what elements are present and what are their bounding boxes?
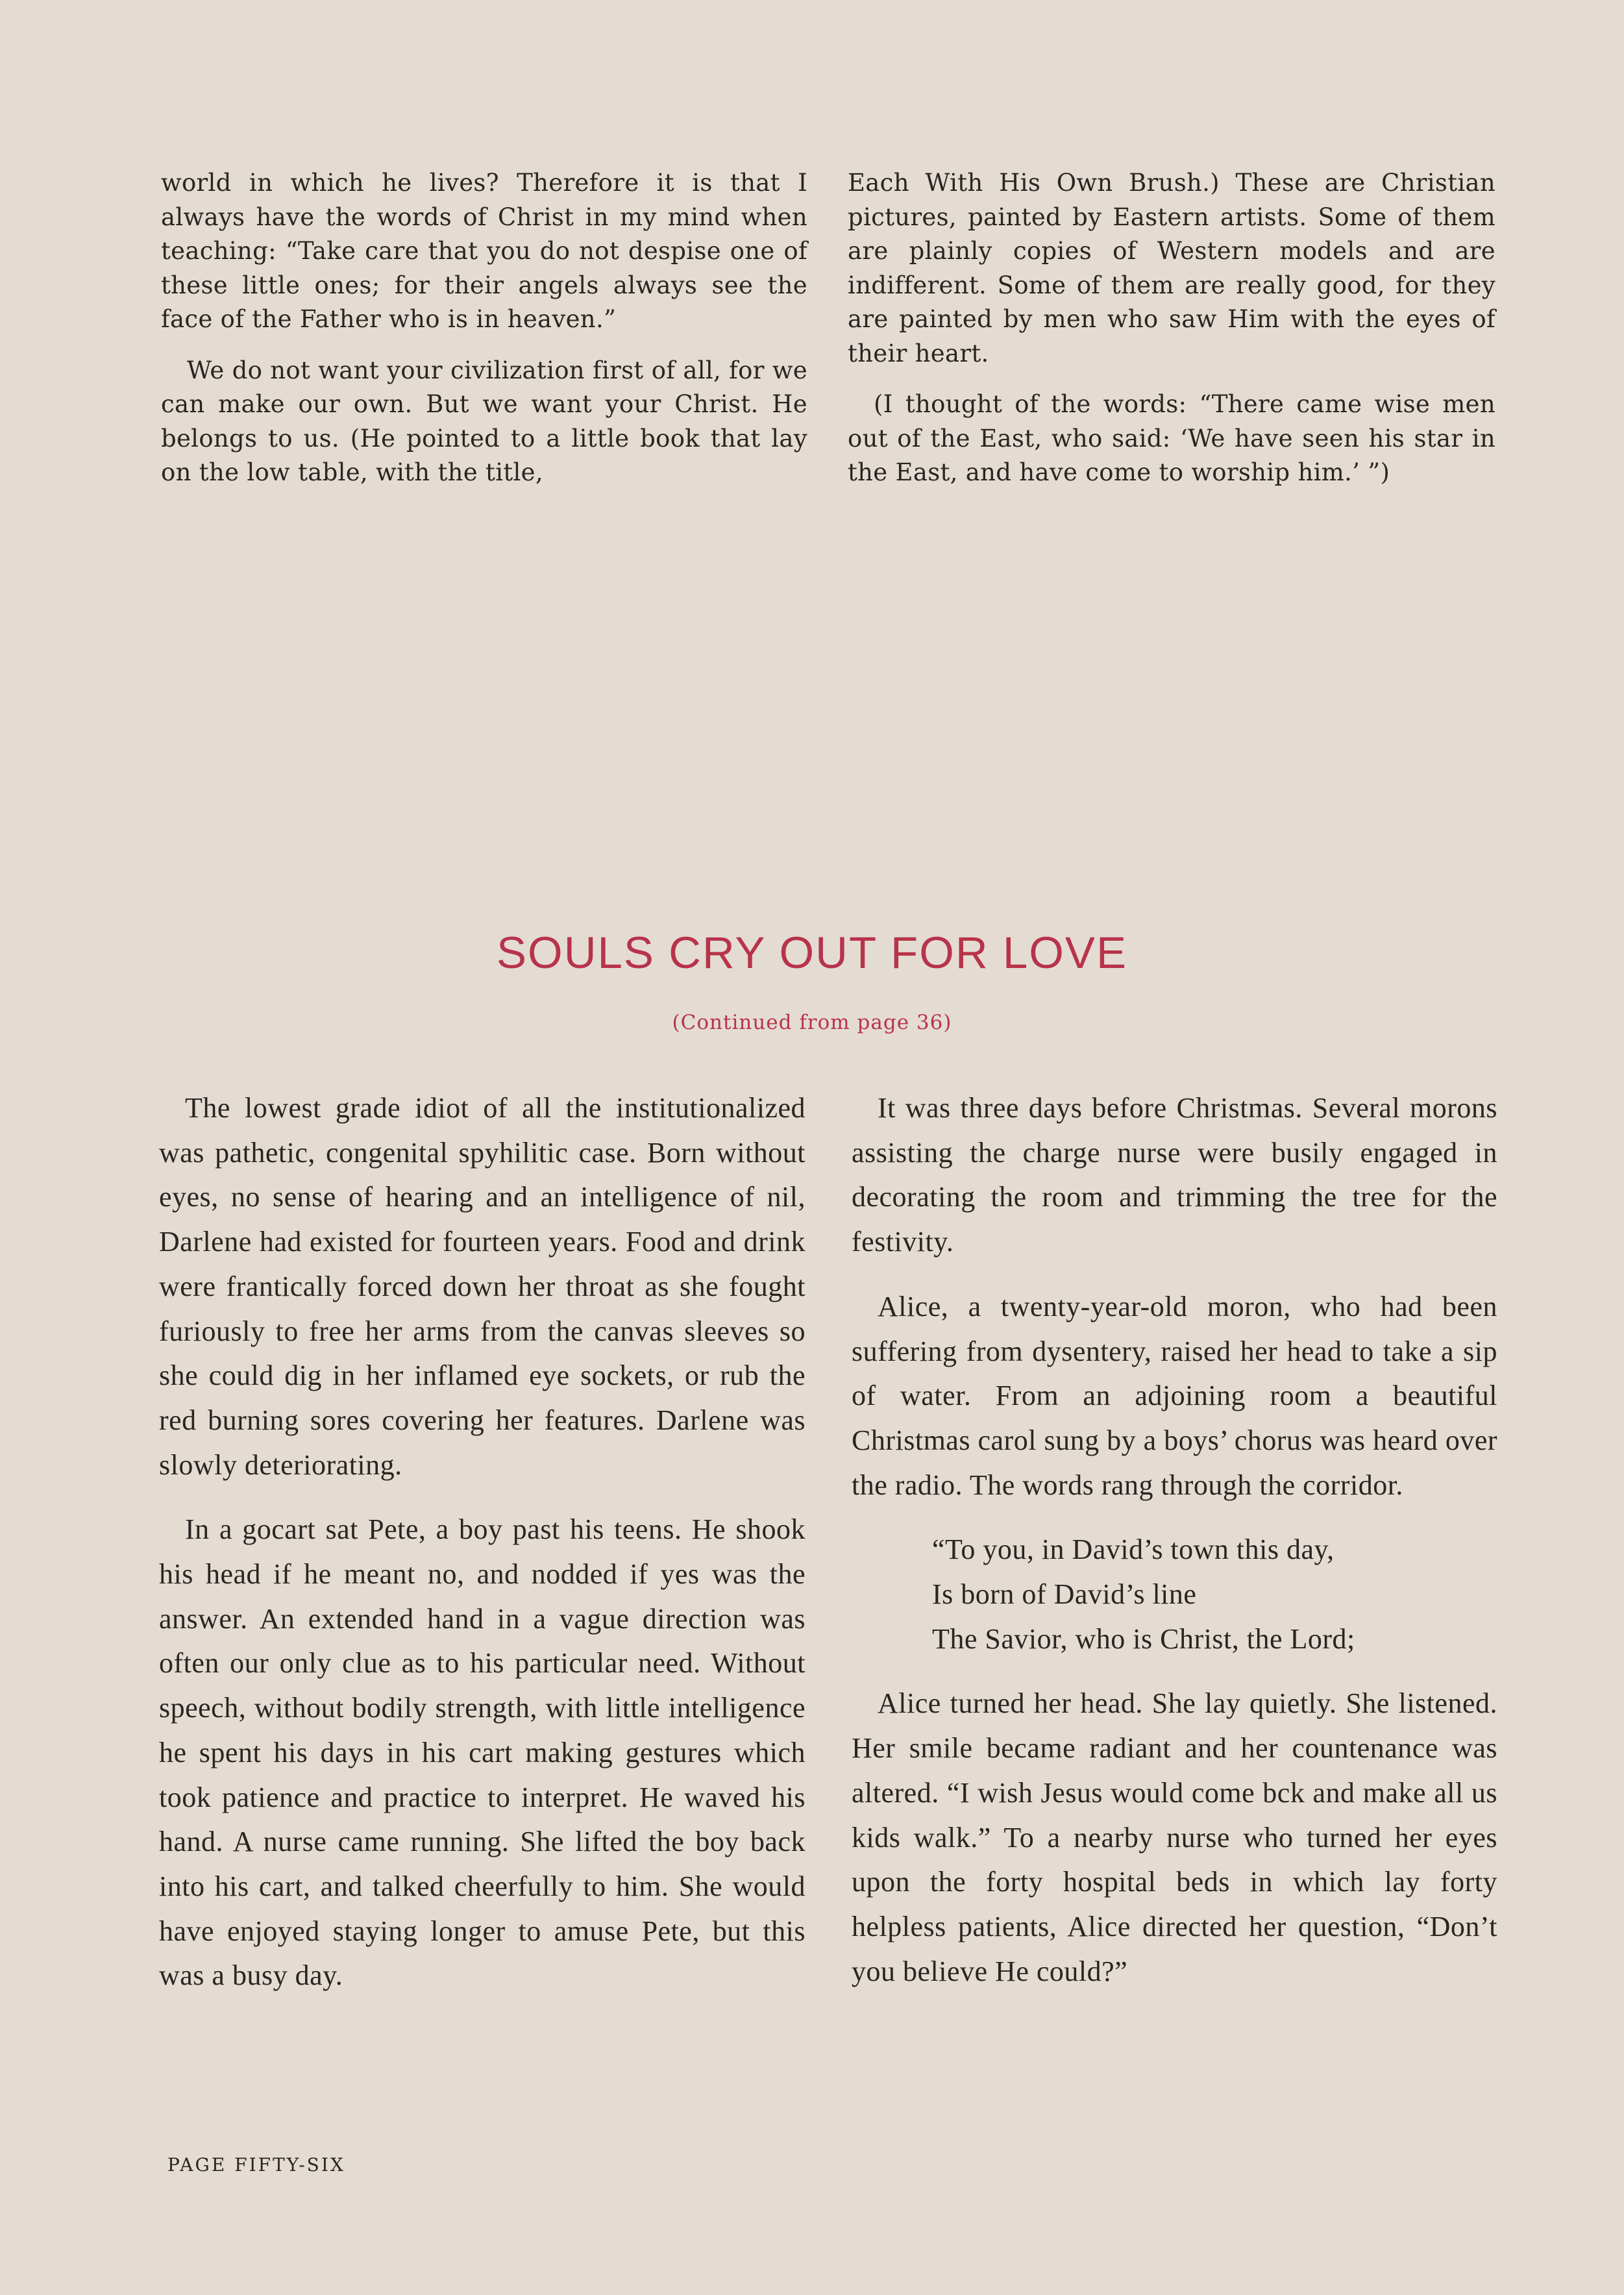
- article-title: SOULS CRY OUT FOR LOVE: [497, 928, 1127, 978]
- top-right-paragraph-1: Each With His Own Brush.) These are Christian pictures, painted by Eastern artists. Some of them are plainly copies of Western models and are indifferent. Some of them are really good, for they are painted by men who saw Him with the eyes of their heart.: [848, 169, 1495, 367]
- carol-verse: [852, 1528, 1497, 1661]
- carol-line: “To you, in David’s town this day,: [932, 1533, 1335, 1566]
- article-paragraph-darlene: The lowest grade idiot of all the institutionalized was pathetic, congenital spyhilitic case. Born without eyes, no sense of hearing and an intelligence of nil, Darlene had existed for fourteen years. Food and drink were frantically forced down her throat as she fought furiously to free her arms from the canvas sleeves so she could dig in her inflamed eye sockets, or rub the red burning sores covering her features. Darlene was slowly deteriorating.: [159, 1092, 806, 1481]
- article-paragraph-alice: Alice, a twenty-year-old moron, who had been suffering from dysentery, raised her head to take a sip of water. From an adjoining room a beautiful Christmas carol sung by a boys’ chorus was heard over the radio. The words rang through the corridor.: [852, 1290, 1497, 1501]
- top-right-paragraph-2: (I thought of the words: “There came wise men out of the East, who said: ‘We have seen his star in the East, and have come to worship him.’ ”): [848, 390, 1495, 486]
- carol-line: The Savior, who is Christ, the Lord;: [932, 1622, 1355, 1655]
- carol-line: Is born of David’s line: [932, 1578, 1197, 1611]
- article-paragraph-christmas: It was three days before Christmas. Several morons assisting the charge nurse were busily engaged in decorating the room and trimming the tree for the festivity.: [852, 1092, 1497, 1258]
- article-paragraph-closing: Alice turned her head. She lay quietly. She listened. Her smile became radiant and her countenance was altered. “I wish Jesus would come bck and make all us kids walk.” To a nearby nurse who turned her eyes upon the forty hospital beds in which lay forty helpless patients, Alice directed her question, “Don’t you believe He could?”: [852, 1687, 1497, 1987]
- top-left-paragraph-2: We do not want your civilization first of all, for we can make our own. But we want your Christ. He belongs to us. (He pointed to a little book that lay on the low table, with the title,: [161, 356, 807, 486]
- page-number: PAGE FIFTY-SIX: [167, 2154, 345, 2176]
- continued-note: (Continued from page 36): [672, 1011, 952, 1034]
- top-left-column: [161, 166, 807, 490]
- article-paragraph-pete: In a gocart sat Pete, a boy past his teens. He shook his head if he meant no, and nodded if yes was the answer. An extended hand in a vague direction was often our only clue as to his particular need. Without speech, without bodily strength, with little intelligence he spent his days in his cart making gestures which took patience and practice to interpret. He waved his hand. A nurse came running. She lifted the boy back into his cart, and talked cheerfully to him. She would have enjoyed staying longer to amuse Pete, but this was a busy day.: [159, 1513, 806, 1992]
- article-left-column: [159, 1086, 806, 1998]
- article-right-column: [852, 1086, 1497, 1994]
- top-left-paragraph-1: world in which he lives? Therefore it is that I always have the words of Christ in my mind when teaching: “Take care that you do not despise one of these little ones; for their angels always see the face of the Father who is in heaven.”: [161, 169, 807, 333]
- top-right-column: [848, 166, 1495, 490]
